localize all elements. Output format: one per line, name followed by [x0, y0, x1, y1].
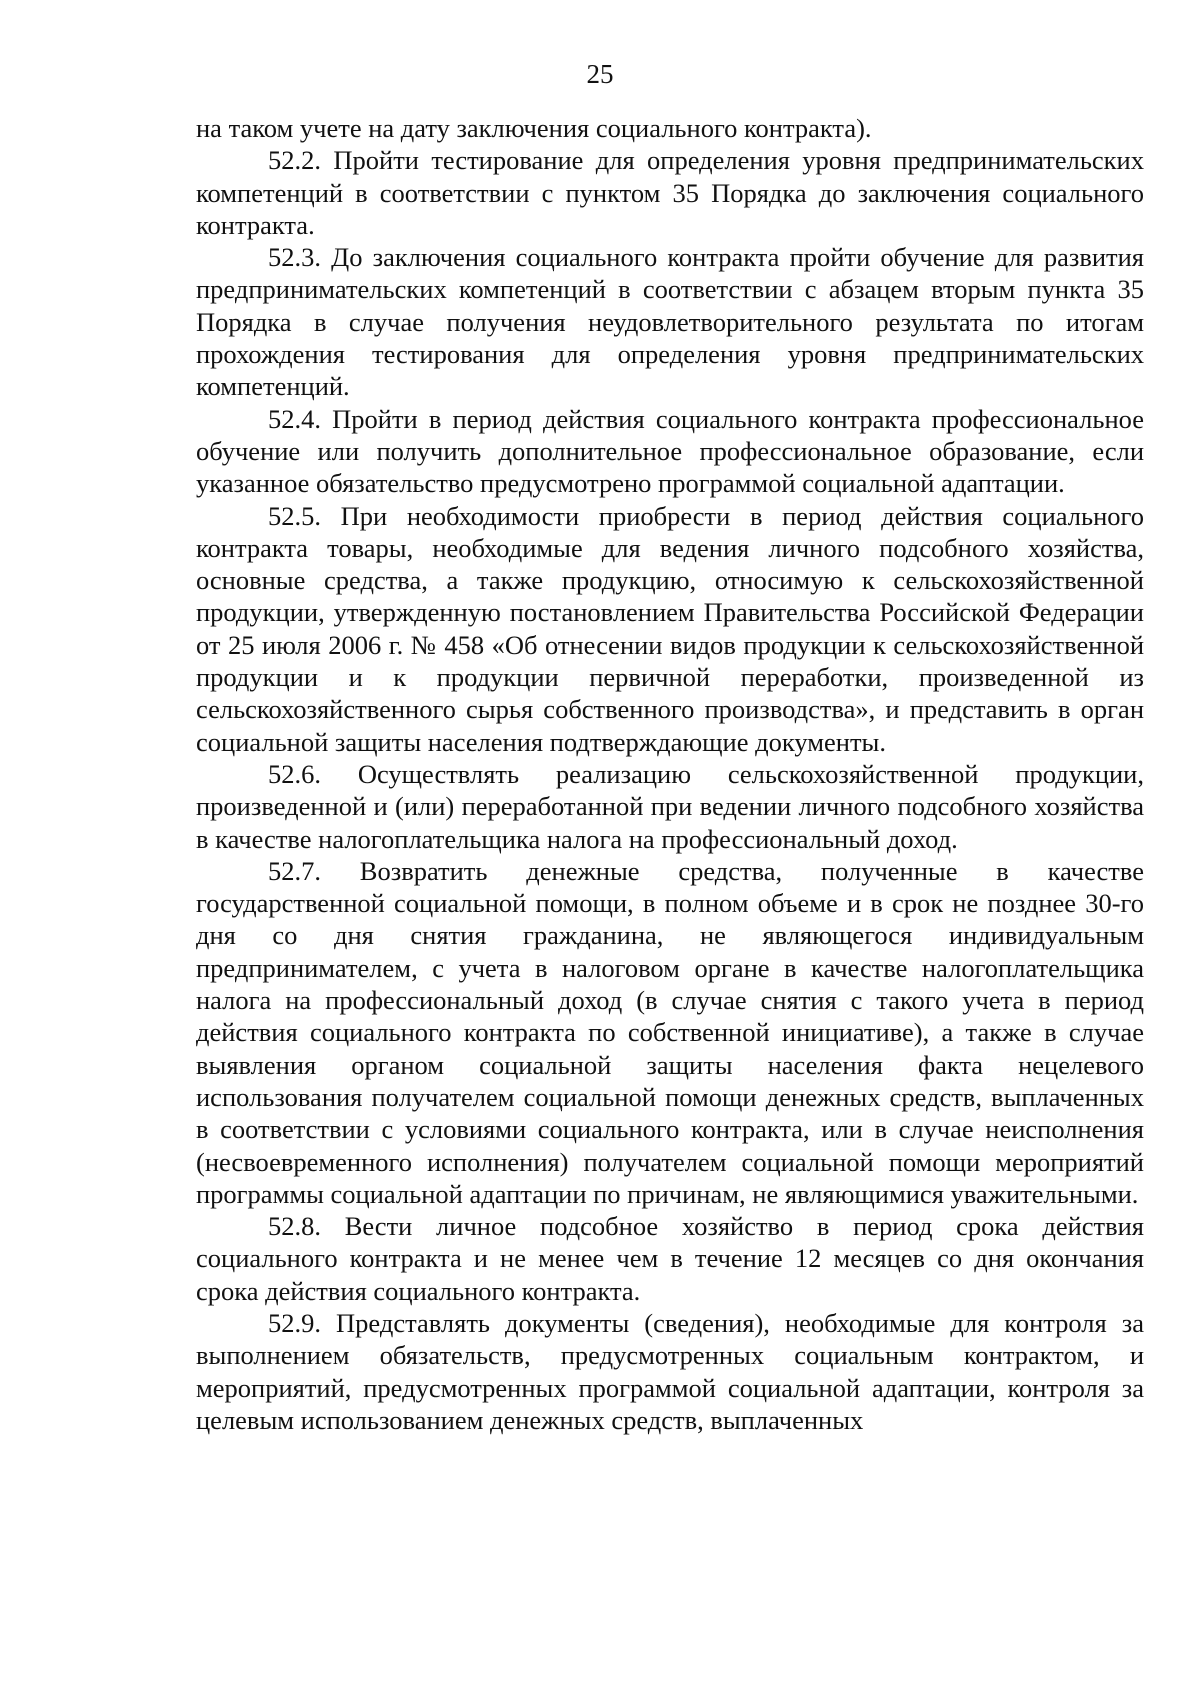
paragraph-52-2: 52.2. Пройти тестирование для определения уровня предпринимательских компетенций в соответствии с пунктом 35 Порядка до заключения социального контракта. — [196, 145, 1144, 240]
paragraph-52-4: 52.4. Пройти в период действия социального контракта профессиональное обучение или получить дополнительное профессиональное образование, если указанное обязательство предусмотрено программой социальной адаптации. — [196, 403, 1144, 499]
paragraph-continuation: на таком учете на дату заключения социального контракта). — [196, 113, 872, 143]
paragraph-52-5: 52.5. При необходимости приобрести в период действия социального контракта товары, необходимые для ведения личного подсобного хозяйства, основные средства, а также продукцию, относимую к сельскохозяйственной продукции, утвержденную постановлением Правительства Российской Федерации от 25 июля 2006 г. № 458 «Об отнесении видов продукции к сельскохозяйственной продукции и к продукции первичной переработки, произведенной из сельскохозяйственного сырья собственного производства», и представить в орган социальной защиты населения подтверждающие документы. — [196, 500, 1144, 757]
paragraph-52-7: 52.7. Возвратить денежные средства, полученные в качестве государственной социальной помощи, в полном объеме и в срок не позднее 30-го дня со дня снятия гражданина, не являющегося индивидуальным предпринимателем, с учета в налоговом органе в качестве налогоплательщика налога на профессиональный доход (в случае снятия с такого учета в период действия социального контракта по собственной инициативе), а также в случае выявления органом социальной защиты населения факта нецелевого использования получателем социальной помощи денежных средств, выплаченных в соответствии с условиями социального контракта, или в случае неисполнения (несвоевременного исполнения) получателем социальной помощи мероприятий программы социальной адаптации по причинам, не являющимися уважительными. — [196, 855, 1144, 1209]
paragraph-52-3: 52.3. До заключения социального контракта пройти обучение для развития предпринимательских компетенций в соответствии с абзацем вторым пункта 35 Порядка в случае получения неудовлетворительного результата по итогам прохождения тестирования для определения уровня предпринимательских компетенций. — [196, 242, 1144, 402]
document-body — [196, 112, 1144, 1436]
paragraph-52-9: 52.9. Представлять документы (сведения), необходимые для контроля за выполнением обязательств, предусмотренных социальным контрактом, и мероприятий, предусмотренных программой социальной адаптации, контроля за целевым использованием денежных средств, выплаченных — [196, 1307, 1144, 1435]
page-number: 25 — [586, 59, 614, 89]
paragraph-52-8: 52.8. Вести личное подсобное хозяйство в период срока действия социального контракта и не менее чем в течение 12 месяцев со дня окончания срока действия социального контракта. — [196, 1211, 1144, 1306]
paragraph-52-6: 52.6. Осуществлять реализацию сельскохозяйственной продукции, произведенной и (или) переработанной при ведении личного подсобного хозяйства в качестве налогоплательщика налога на профессиональный доход. — [196, 758, 1144, 854]
